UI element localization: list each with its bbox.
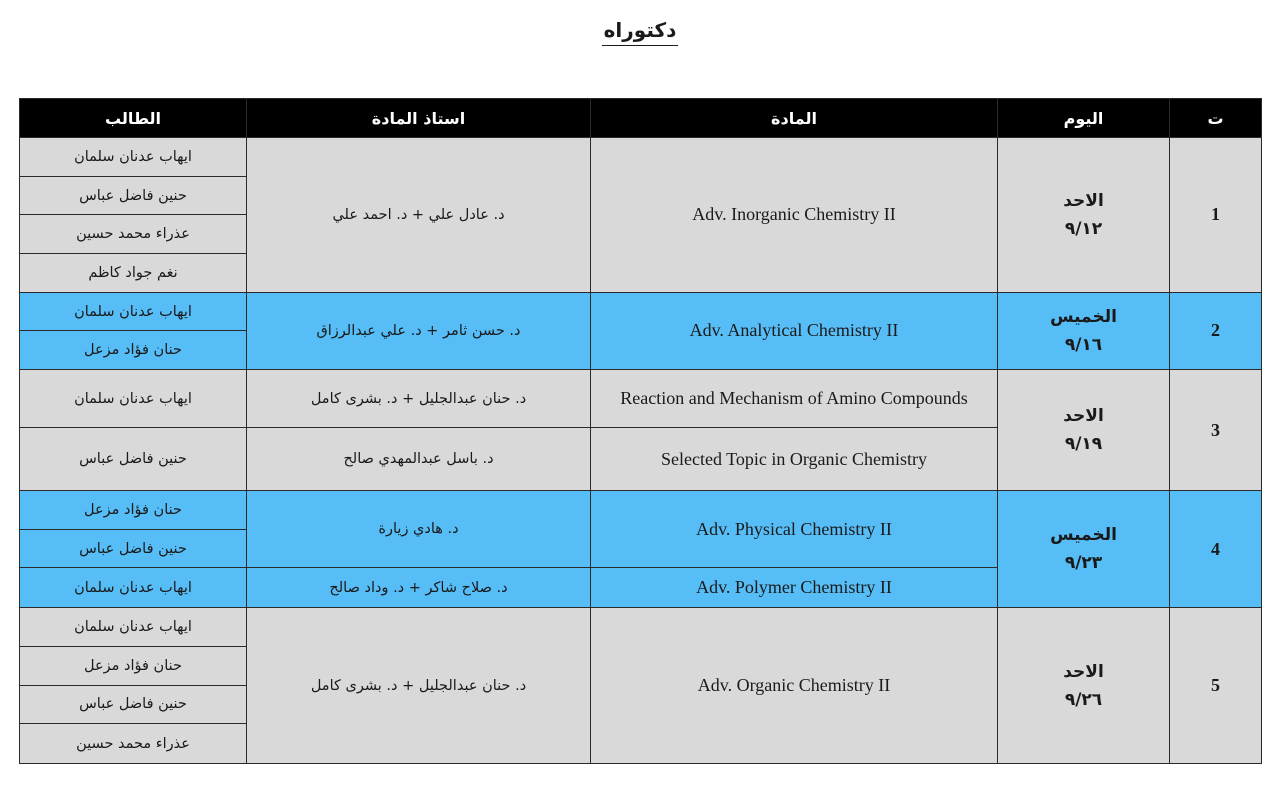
header-subject: المادة [591, 99, 998, 138]
table-row [20, 370, 1262, 428]
student-cell: ايهاب عدنان سلمان [20, 292, 247, 331]
day-name: الخميس [1050, 306, 1117, 327]
group-number: 1 [1170, 138, 1262, 293]
day-cell [998, 138, 1170, 293]
group-number: 2 [1170, 292, 1262, 369]
student-cell: حنين فاضل عباس [20, 428, 247, 491]
day-date: ٩/١٦ [1064, 334, 1103, 355]
day-cell [998, 491, 1170, 608]
group-number: 3 [1170, 370, 1262, 491]
student-cell: ايهاب عدنان سلمان [20, 568, 247, 608]
day-date: ٩/١٩ [1064, 434, 1103, 455]
day-name: الاحد [1063, 661, 1104, 682]
student-cell: حنان فؤاد مزعل [20, 491, 247, 530]
professor-cell: د. حنان عبدالجليل + د. بشرى كامل [247, 370, 591, 428]
day-name: الاحد [1063, 190, 1104, 211]
subject-cell: Adv. Organic Chemistry II [591, 608, 998, 764]
table-row [20, 608, 1262, 647]
header-professor: استاذ المادة [247, 99, 591, 138]
professor-cell: د. هادي زيارة [247, 491, 591, 568]
page-title [0, 18, 1280, 46]
student-cell: حنان فؤاد مزعل [20, 331, 247, 370]
subject-cell: Selected Topic in Organic Chemistry [591, 428, 998, 491]
day-date: ٩/١٢ [1064, 218, 1103, 239]
student-cell: حنان فؤاد مزعل [20, 646, 247, 685]
header-student: الطالب [20, 99, 247, 138]
student-cell: ايهاب عدنان سلمان [20, 608, 247, 647]
professor-cell: د. عادل علي + د. احمد علي [247, 138, 591, 293]
day-name: الخميس [1050, 525, 1117, 546]
student-cell: عذراء محمد حسين [20, 724, 247, 764]
table-row [20, 292, 1262, 331]
student-cell: ايهاب عدنان سلمان [20, 138, 247, 177]
day-cell [998, 292, 1170, 369]
professor-cell: د. صلاح شاكر + د. وداد صالح [247, 568, 591, 608]
student-cell: نغم جواد كاظم [20, 254, 247, 293]
day-cell [998, 608, 1170, 764]
student-cell: حنين فاضل عباس [20, 176, 247, 215]
header-day: اليوم [998, 99, 1170, 138]
subject-cell: Adv. Analytical Chemistry II [591, 292, 998, 369]
subject-cell: Adv. Polymer Chemistry II [591, 568, 998, 608]
professor-cell: د. حنان عبدالجليل + د. بشرى كامل [247, 608, 591, 764]
student-cell: حنين فاضل عباس [20, 529, 247, 568]
page-title-text: دكتوراه [602, 18, 679, 46]
day-date: ٩/٢٣ [1064, 553, 1103, 574]
group-number: 5 [1170, 608, 1262, 764]
subject-cell: Adv. Physical Chemistry II [591, 491, 998, 568]
header-num: ت [1170, 99, 1262, 138]
day-cell [998, 370, 1170, 491]
professor-cell: د. حسن ثامر + د. علي عبدالرزاق [247, 292, 591, 369]
student-cell: عذراء محمد حسين [20, 215, 247, 254]
professor-cell: د. باسل عبدالمهدي صالح [247, 428, 591, 491]
student-cell: حنين فاضل عباس [20, 685, 247, 724]
subject-cell: Adv. Inorganic Chemistry II [591, 138, 998, 293]
student-cell: ايهاب عدنان سلمان [20, 370, 247, 428]
schedule-table [19, 98, 1262, 764]
day-date: ٩/٢٦ [1064, 689, 1103, 710]
day-name: الاحد [1063, 406, 1104, 427]
group-number: 4 [1170, 491, 1262, 608]
table-header-row [20, 99, 1262, 138]
subject-cell: Reaction and Mechanism of Amino Compounds [591, 370, 998, 428]
table-row [20, 138, 1262, 177]
table-row [20, 491, 1262, 530]
